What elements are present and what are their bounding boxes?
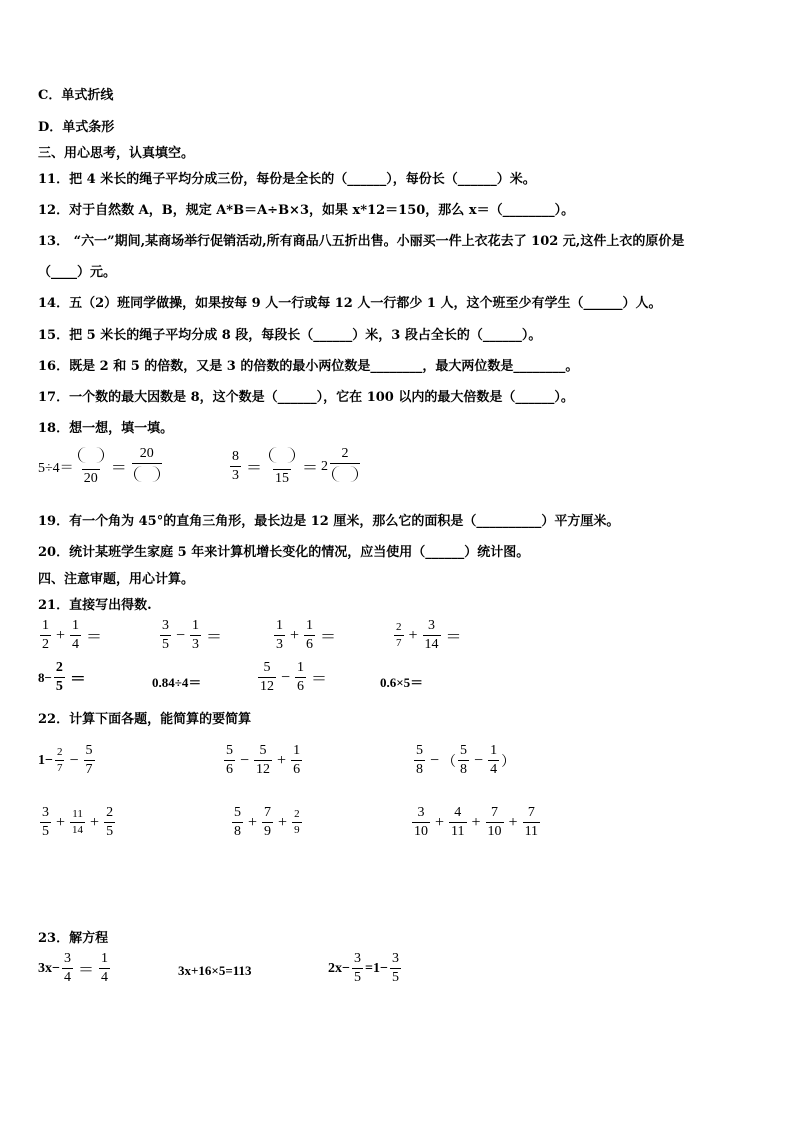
- math-symbol: +: [248, 813, 258, 831]
- math-symbol: −: [281, 668, 291, 686]
- numerator: 8: [232, 449, 239, 464]
- q21-item-1: [38, 619, 105, 652]
- numerator: 3: [162, 618, 169, 633]
- denominator: 8: [416, 762, 423, 777]
- question-15: 15．把 5 米长的绳子平均分成 8 段，每段长（______）米，3 段占全长的（______）。: [38, 328, 542, 343]
- q21-item-7: [256, 661, 330, 694]
- denominator: 14: [72, 824, 84, 836]
- question-22: 22．计算下面各题，能简算的要简算: [38, 712, 252, 727]
- fraction: [523, 806, 540, 839]
- denominator: 7: [56, 762, 63, 774]
- math-symbol: =1−: [364, 960, 388, 976]
- q18b-fraction-3: [330, 447, 360, 486]
- math-symbol: −: [240, 751, 250, 769]
- denominator: 11: [451, 824, 465, 839]
- numerator: 2: [56, 746, 63, 758]
- math-symbol: ＝: [86, 629, 103, 646]
- numerator: [267, 447, 297, 469]
- denominator: 12: [256, 762, 271, 777]
- denominator: 4: [72, 637, 80, 652]
- numerator: 2: [55, 660, 63, 675]
- denominator: 11: [524, 824, 539, 839]
- numerator: 5: [460, 743, 468, 758]
- fraction: [295, 661, 306, 694]
- math-symbol: 3x+16×5=113: [178, 963, 252, 978]
- equals-sign: ＝: [110, 460, 127, 477]
- q22-item-1: [38, 744, 97, 777]
- fraction: [488, 744, 499, 777]
- denominator: 9: [294, 824, 300, 836]
- math-symbol: ＝: [206, 629, 223, 646]
- question-20: 20．统计某班学生家庭 5 年来计算机增长变化的情况，应当使用（______）统计图。: [38, 545, 530, 560]
- numerator: 20: [139, 446, 154, 461]
- numerator: 3: [428, 618, 436, 633]
- math-symbol: +: [56, 813, 66, 831]
- denominator: 2: [42, 637, 49, 652]
- numerator: 1: [101, 951, 108, 966]
- denominator: 3: [276, 637, 283, 652]
- section-four-heading: 四、注意审题，用心计算。: [38, 572, 195, 587]
- fraction: [104, 806, 115, 839]
- fraction: [258, 661, 276, 694]
- numerator: 7: [491, 805, 499, 820]
- denominator: 5: [42, 824, 49, 839]
- denominator: 10: [414, 824, 428, 839]
- math-symbol: +: [471, 813, 481, 831]
- q18a-fraction-2: [132, 447, 162, 486]
- math-symbol: 0.6×5＝: [380, 675, 424, 690]
- fraction: [254, 744, 272, 777]
- denominator: 5: [391, 970, 399, 985]
- math-symbol: +: [290, 626, 300, 644]
- denominator: 20: [83, 471, 98, 486]
- q22-item-3: [412, 744, 515, 777]
- fraction: [304, 619, 315, 652]
- q21-item-5: [38, 661, 89, 694]
- fraction: [262, 806, 273, 839]
- denominator: 4: [63, 970, 71, 985]
- denominator: 15: [275, 471, 290, 486]
- q21-item-8: [380, 672, 423, 691]
- fraction: [84, 744, 95, 777]
- math-symbol: +: [408, 626, 418, 644]
- math-symbol: +: [90, 813, 100, 831]
- fraction: [458, 744, 469, 777]
- equals-sign: ＝: [302, 460, 319, 477]
- denominator: [330, 463, 360, 486]
- fraction: [224, 744, 235, 777]
- math-symbol: ＝: [320, 629, 337, 646]
- numerator: 11: [72, 808, 83, 820]
- denominator: 6: [297, 679, 305, 694]
- question-17: 17．一个数的最大因数是 8，这个数是（______），它在 100 以内的最大倍数是（______）。: [38, 390, 574, 405]
- numerator: 5: [263, 660, 271, 675]
- numerator: 5: [259, 743, 267, 758]
- numerator: 1: [192, 618, 200, 633]
- math-symbol: +: [277, 751, 287, 769]
- question-11: 11．把 4 米长的绳子平均分成三份，每份是全长的（______），每份长（______）米。: [38, 172, 536, 187]
- numerator: 5: [234, 805, 241, 820]
- numerator: 2: [294, 808, 300, 820]
- denominator: 9: [264, 824, 272, 839]
- q22-item-5: [230, 806, 304, 839]
- math-symbol: +: [435, 813, 445, 831]
- fraction: [70, 619, 81, 652]
- numerator: 2: [106, 805, 114, 820]
- denominator: 7: [396, 637, 402, 649]
- blank-box: [134, 466, 160, 482]
- whole-number: 2: [321, 458, 329, 474]
- fraction: [274, 619, 285, 652]
- fraction: [486, 806, 504, 839]
- fraction: [292, 809, 302, 836]
- math-symbol: +: [56, 626, 66, 644]
- fraction: [54, 661, 65, 694]
- math-symbol: −: [430, 751, 440, 769]
- fraction: [40, 806, 51, 839]
- q21-item-2: [158, 619, 225, 652]
- q23-equation-1: [38, 952, 112, 985]
- fraction: [160, 619, 171, 652]
- denominator: 3: [232, 468, 239, 483]
- fraction: [352, 952, 363, 985]
- q21-item-6: [152, 672, 201, 691]
- denominator: 6: [226, 762, 233, 777]
- denominator: [132, 463, 162, 486]
- question-12: 12．对于自然数 A，B，规定 A*B＝A÷B×3，如果 x*12＝150，那么 x＝（________）。: [38, 203, 575, 218]
- denominator: 4: [101, 970, 108, 985]
- denominator: 8: [234, 824, 241, 839]
- fraction: [190, 619, 201, 652]
- numerator: 1: [293, 743, 301, 758]
- fraction: [232, 806, 243, 839]
- math-symbol: ＝: [69, 671, 86, 688]
- math-symbol: +: [508, 813, 518, 831]
- numerator: 5: [226, 743, 233, 758]
- question-13-line-2: （____）元。: [38, 265, 117, 280]
- math-symbol: ＝: [445, 629, 462, 646]
- denominator: 5: [55, 679, 63, 694]
- math-symbol: 1−: [38, 752, 53, 768]
- denominator: 8: [460, 762, 468, 777]
- denominator: 5: [162, 637, 169, 652]
- denominator: 4: [490, 762, 498, 777]
- question-18: 18．想一想，填一填。: [38, 421, 174, 436]
- blank-box: [269, 447, 295, 463]
- math-symbol: +: [278, 813, 288, 831]
- option-d: D．单式条形: [38, 120, 115, 135]
- fraction: [449, 806, 466, 839]
- fraction: [70, 809, 85, 836]
- q22-item-2: [222, 744, 304, 777]
- numerator: 3: [63, 951, 71, 966]
- numerator: 3: [417, 805, 425, 820]
- math-symbol: ）: [501, 754, 516, 770]
- question-16: 16．既是 2 和 5 的倍数，又是 3 的倍数的最小两位数是________，最大两位数是________。: [38, 359, 579, 374]
- q18a-lhs: 5÷4＝: [38, 460, 74, 476]
- q18a-fraction-1: [76, 447, 106, 486]
- blank-box: [78, 447, 104, 463]
- numerator: 1: [276, 618, 283, 633]
- numerator: 2: [396, 621, 402, 633]
- numerator: 2: [341, 446, 349, 461]
- numerator: 1: [306, 618, 314, 633]
- q18-expression-b: [228, 447, 362, 486]
- numerator: 1: [297, 660, 305, 675]
- question-21: 21．直接写出得数.: [38, 598, 152, 613]
- denominator: 7: [85, 762, 93, 777]
- math-symbol: 8−: [38, 669, 52, 685]
- numerator: 4: [454, 805, 462, 820]
- numerator: 7: [264, 805, 272, 820]
- fraction: [414, 744, 425, 777]
- math-symbol: 3x−: [38, 960, 60, 976]
- math-symbol: ＝: [77, 962, 94, 979]
- numerator: 5: [416, 743, 423, 758]
- fraction: [394, 622, 404, 649]
- q18b-fraction-1: [230, 450, 241, 483]
- question-23: 23．解方程: [38, 931, 109, 946]
- fraction: [423, 619, 441, 652]
- equals-sign: ＝: [246, 460, 263, 477]
- blank-box: [332, 466, 358, 482]
- math-symbol: （: [442, 754, 457, 770]
- denominator: 6: [306, 637, 314, 652]
- denominator: 6: [293, 762, 301, 777]
- numerator: 1: [490, 743, 498, 758]
- fraction: [291, 744, 302, 777]
- question-19: 19．有一个角为 45°的直角三角形，最长边是 12 厘米，那么它的面积是（__________）平方厘米。: [38, 514, 620, 529]
- question-13-line-1: 13． “六一”期间,某商场举行促销活动,所有商品八五折出售。小丽买一件上衣花去了 102 元,这件上衣的原价是: [38, 234, 685, 249]
- math-symbol: 2x−: [328, 960, 350, 976]
- numerator: 1: [72, 618, 80, 633]
- denominator: 10: [487, 824, 502, 839]
- math-symbol: −: [176, 626, 186, 644]
- math-symbol: −: [69, 751, 79, 769]
- fraction: [40, 619, 51, 652]
- section-three-heading: 三、用心思考，认真填空。: [38, 146, 195, 161]
- q18-expression-a: [38, 447, 164, 486]
- numerator: 7: [527, 805, 535, 820]
- denominator: 3: [192, 637, 200, 652]
- numerator: 1: [42, 618, 49, 633]
- q18b-fraction-2: [267, 447, 297, 486]
- fraction: [55, 747, 65, 774]
- numerator: 3: [42, 805, 49, 820]
- q22-item-6: [410, 806, 542, 839]
- numerator: 3: [391, 951, 399, 966]
- q23-equation-2: [178, 963, 252, 979]
- fraction: [390, 952, 401, 985]
- q22-item-4: [38, 806, 117, 839]
- math-symbol: ＝: [311, 671, 328, 688]
- fraction: [99, 952, 110, 985]
- numerator: [76, 447, 106, 469]
- q21-item-4: [392, 619, 465, 652]
- question-14: 14．五（2）班同学做操，如果按每 9 人一行或每 12 人一行都少 1 人，这个班至少有学生（______）人。: [38, 296, 662, 311]
- denominator: 12: [260, 679, 274, 694]
- numerator: 3: [353, 951, 361, 966]
- option-c: C．单式折线: [38, 88, 114, 103]
- denominator: 5: [353, 970, 361, 985]
- fraction: [62, 952, 73, 985]
- math-symbol: −: [474, 751, 484, 769]
- numerator: 5: [85, 743, 93, 758]
- denominator: 14: [424, 637, 439, 652]
- q21-item-3: [272, 619, 339, 652]
- denominator: 5: [106, 824, 114, 839]
- q23-equation-3: [328, 952, 403, 985]
- math-symbol: 0.84÷4＝: [152, 675, 202, 690]
- fraction: [412, 806, 430, 839]
